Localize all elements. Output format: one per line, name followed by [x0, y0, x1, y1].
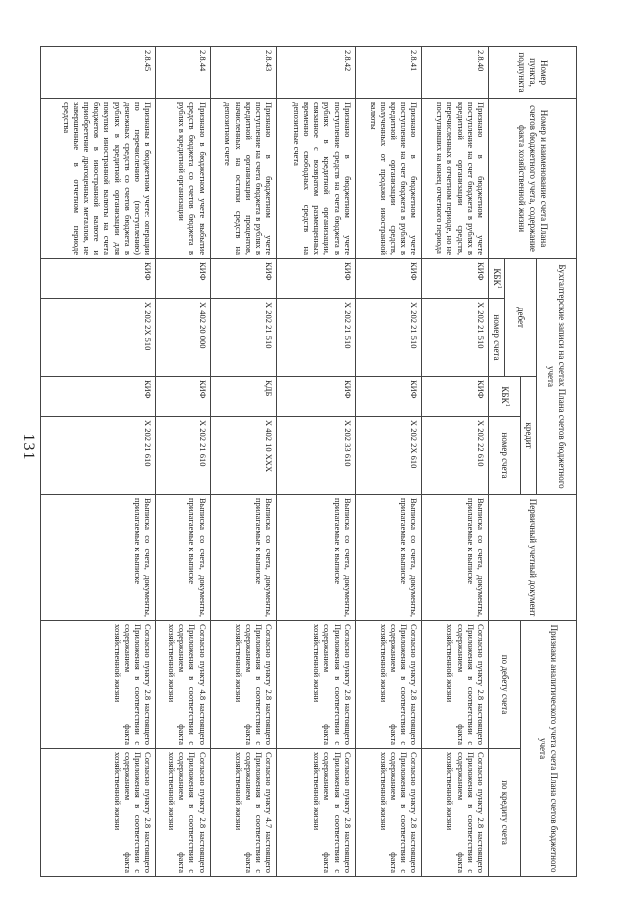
analytics-debit: Согласно пункту 2.8 настоящего Приложения в соответствии с содержанием факта хозяйственной жизни: [422, 621, 489, 749]
rotated-table-container: [40, 46, 577, 876]
header-debit: дебет: [505, 259, 537, 377]
header-credit: кредит: [521, 377, 537, 495]
header-by-credit: по кредиту счета: [489, 749, 521, 877]
debit-kbk: КИФ: [422, 259, 489, 299]
debit-account: X 202 2X 510: [41, 299, 156, 377]
primary-document: Выписка со счета, документы, прилагаемые к выписке: [277, 495, 356, 621]
page-number: 131: [20, 433, 37, 461]
debit-kbk: КИФ: [41, 259, 156, 299]
credit-account: X 202 21 610: [41, 417, 156, 495]
primary-document: Выписка со счета, документы, прилагаемые к выписке: [156, 495, 210, 621]
header-debit-kbk: КБК$^1$: [489, 259, 505, 299]
analytics-credit: Согласно пункту 2.8 настоящего Приложения в соответствии с содержанием факта хозяйственной жизни: [422, 749, 489, 877]
header-analytics: Признаки аналитического учета счета Плана счетов бюджетного учета: [521, 621, 577, 877]
row-number: 2.8.44: [156, 47, 210, 99]
analytics-debit: Согласно пункту 2.8 настоящего Приложения в соответствии с содержанием факта хозяйственной жизни: [41, 621, 156, 749]
header-by-debit: по дебету счета: [489, 621, 521, 749]
primary-document: Выписка со счета, документы, прилагаемые к выписке: [422, 495, 489, 621]
header-debit-account: номер счета: [489, 299, 505, 377]
analytics-debit: Согласно пункту 4.8 настоящего Приложения в соответствии с содержанием факта хозяйственной жизни: [156, 621, 210, 749]
credit-kbk: КИФ: [355, 377, 422, 417]
analytics-debit: Согласно пункту 2.8 настоящего Приложения в соответствии с содержанием факта хозяйственной жизни: [210, 621, 277, 749]
debit-account: X 202 21 510: [210, 299, 277, 377]
primary-document: Выписка со счета, документы, прилагаемые к выписке: [41, 495, 156, 621]
header-document: Первичный учетный документ: [489, 495, 577, 621]
table-row: [156, 47, 210, 877]
table-row: [210, 47, 277, 877]
accounting-table: [40, 46, 577, 877]
row-description: Признано в бюджетном учете поступление на счет бюджета в рублях в кредитной организации средств, перечисленных в отчетном периоде, но не поступивших на конец отчетного периода: [422, 99, 489, 259]
analytics-debit: Согласно пункту 2.8 настоящего Приложения в соответствии с содержанием факта хозяйственной жизни: [355, 621, 422, 749]
analytics-debit: Согласно пункту 2.8 настоящего Приложения в соответствии с содержанием факта хозяйственной жизни: [277, 621, 356, 749]
debit-account: X 202 21 510: [422, 299, 489, 377]
credit-account: X 202 22 610: [422, 417, 489, 495]
credit-kbk: КИФ: [156, 377, 210, 417]
credit-kbk: КИФ: [41, 377, 156, 417]
credit-account: X 202 33 610: [277, 417, 356, 495]
header-entries: Бухгалтерские записи на счетах Плана счетов бюджетного учета: [537, 259, 577, 495]
debit-kbk: КИФ: [277, 259, 356, 299]
table-row: [41, 47, 156, 877]
row-number: 2.8.42: [277, 47, 356, 99]
debit-account: X 202 21 510: [355, 299, 422, 377]
header-number: Номер пункта, подпункта: [489, 47, 577, 99]
credit-kbk: КИФ: [422, 377, 489, 417]
table-row: [422, 47, 489, 877]
analytics-credit: Согласно пункту 2.8 настоящего Приложения в соответствии с содержанием факта хозяйственной жизни: [277, 749, 356, 877]
row-description: Признано в бюджетном учете поступление средств на счета бюджета в рублях в кредитной организации, связанное с возвратом размещенных временно свободных средств на депозитные счета: [277, 99, 356, 259]
row-number: 2.8.45: [41, 47, 156, 99]
credit-account: X 202 21 610: [156, 417, 210, 495]
debit-kbk: КИФ: [355, 259, 422, 299]
header-account-name: Номер и наименование счета Плана счетов бюджетного учета, содержание факта хозяйственной жизни: [489, 99, 577, 259]
debit-kbk: КИФ: [210, 259, 277, 299]
primary-document: Выписка со счета, документы, прилагаемые к выписке: [355, 495, 422, 621]
table-row: [277, 47, 356, 877]
primary-document: Выписка со счета, документы, прилагаемые к выписке: [210, 495, 277, 621]
table-row: [355, 47, 422, 877]
debit-account: X 202 21 510: [277, 299, 356, 377]
row-description: Признано в бюджетном учете выбытие средств бюджета со счетов бюджета в рублях в кредитной организации: [156, 99, 210, 259]
header-credit-account: номер счета: [489, 417, 521, 495]
credit-account: X 402 10 XXX: [210, 417, 277, 495]
credit-kbk: КДБ: [210, 377, 277, 417]
analytics-credit: Согласно пункту 2.8 настоящего Приложения в соответствии с содержанием факта хозяйственной жизни: [156, 749, 210, 877]
row-number: 2.8.40: [422, 47, 489, 99]
credit-kbk: КИФ: [277, 377, 356, 417]
row-number: 2.8.41: [355, 47, 422, 99]
debit-kbk: КИФ: [156, 259, 210, 299]
credit-account: X 202 2X 610: [355, 417, 422, 495]
header-credit-kbk: КБК$^1$: [489, 377, 521, 417]
analytics-credit: Согласно пункту 2.8 настоящего Приложения в соответствии с содержанием факта хозяйственной жизни: [355, 749, 422, 877]
row-description: Признано в бюджетном учете поступление на счет бюджета в рублях в кредитной организации средств, полученных от продажи иностранной валюты: [355, 99, 422, 259]
debit-account: X 402 20 000: [156, 299, 210, 377]
analytics-credit: Согласно пункту 4.7 настоящего Приложения в соответствии с содержанием факта хозяйственной жизни: [210, 749, 277, 877]
analytics-credit: Согласно пункту 2.8 настоящего Приложения в соответствии с содержанием факта хозяйственной жизни: [41, 749, 156, 877]
row-description: Признано в бюджетном учете поступление на счета бюджета в рублях в кредитной организации процентов, начисленных на остатки средств на депозитном счете: [210, 99, 277, 259]
row-description: Признаны в бюджетном учете: операции по перечислению (поступлению) денежных средств со счетов бюджета в рублях в кредитной организации для покупки иностранной валюты на счета бюджетов в иностранной валюте и приобретение драгоценных металлов, не завершенные в отчетном периоде средства: [41, 99, 156, 259]
row-number: 2.8.43: [210, 47, 277, 99]
